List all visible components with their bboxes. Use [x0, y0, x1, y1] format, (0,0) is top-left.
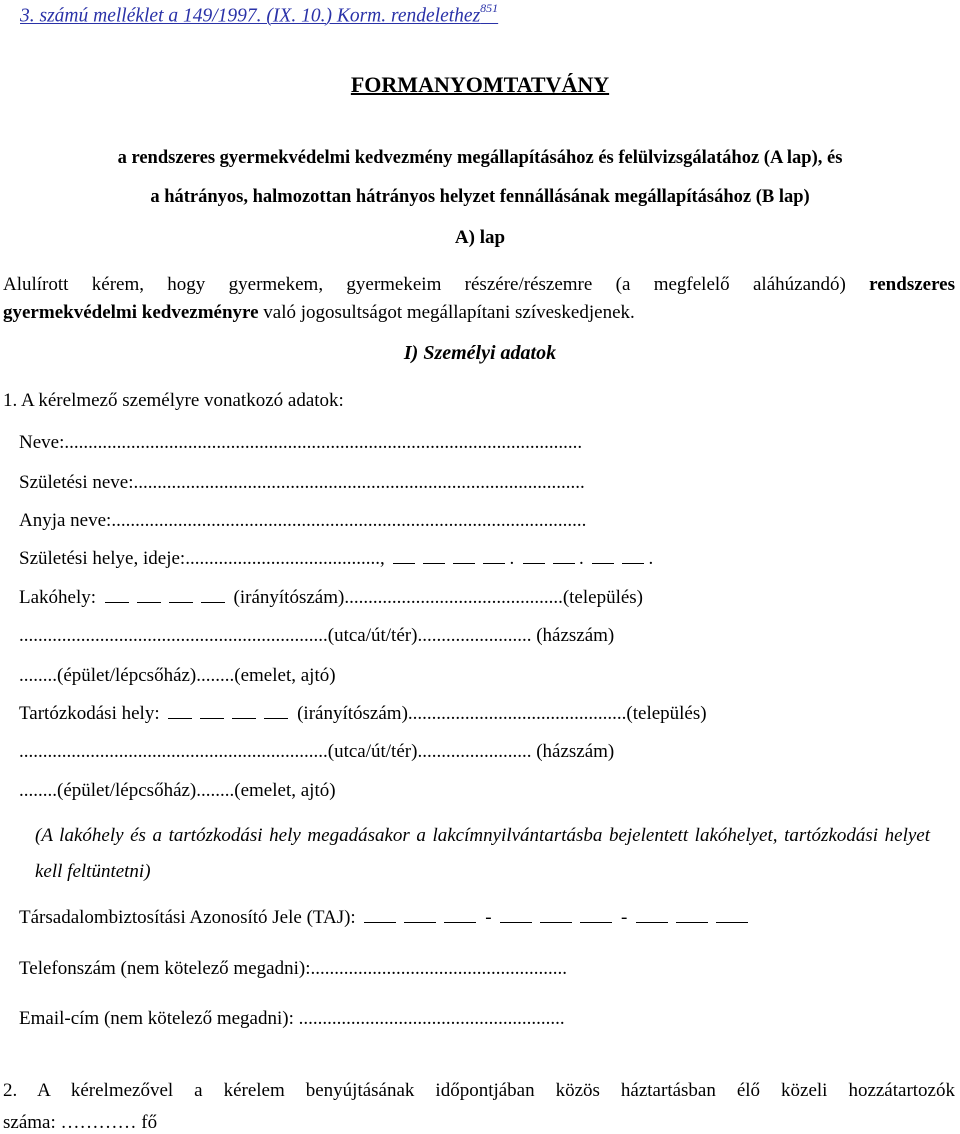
temp-residence-label: Tartózkodási hely:	[19, 703, 160, 724]
birth-month-blanks[interactable]	[519, 548, 579, 569]
birth-place-date-label: Születési helye, ideje:.........................................,	[19, 548, 385, 569]
household-members-line-1: 2. A kérelmezővel a kérelem benyújtásának időpontjában közös háztartásban élő közeli hozzátartozók	[3, 1080, 955, 1101]
temp-residence-building-field[interactable]: ........(épület/lépcsőház)	[19, 780, 197, 801]
sheet-label: A) lap	[454, 227, 506, 248]
taj-blanks-group-3[interactable]	[632, 907, 752, 928]
birth-name-field[interactable]: Születési neve:...............................................................................................	[19, 472, 585, 493]
temp-residence-settlement-field[interactable]: ..............................................(település)	[407, 703, 707, 724]
mother-name-field[interactable]: Anyja neve:....................................................................................................	[19, 510, 587, 531]
intro-line-2	[3, 302, 955, 324]
temp-residence-row-1	[19, 703, 707, 725]
taj-label: Társadalombiztosítási Azonosító Jele (TAJ):	[19, 907, 356, 928]
reference-text: 3. számú melléklet a 149/1997. (IX. 10.) Korm. rendelethez	[20, 5, 481, 27]
address-note: (A lakóhely és a tartózkodási hely megadásakor a lakcímnyilvántartásba bejelentett lakóhelyet, tartózkodási helyet kell feltüntetni)	[35, 825, 930, 882]
residence-row-3	[19, 665, 336, 687]
intro-bold-1: rendszeres	[869, 274, 955, 295]
form-subtitle-line-1: a rendszeres gyermekvédelmi kedvezmény megállapításához és felülvizsgálatához (A lap), és	[117, 148, 843, 168]
residence-floor-door-field[interactable]: ........(emelet, ajtó)	[196, 665, 336, 686]
section-heading-personal-data: I) Személyi adatok	[403, 342, 557, 364]
phone-field[interactable]: Telefonszám (nem kötelező megadni):......................................................	[19, 958, 567, 979]
residence-row-1	[19, 587, 643, 609]
taj-blanks-group-2[interactable]	[496, 907, 616, 928]
taj-blanks-group-1[interactable]	[360, 907, 480, 928]
residence-postal-code-blanks[interactable]	[101, 587, 229, 608]
temp-residence-street-field[interactable]: .................................................................(utca/út/tér)	[19, 741, 418, 762]
intro-text: Alulírott kérem, hogy gyermekem, gyermekeim részére/részemre (a megfelelő aláhúzandó)	[3, 274, 846, 295]
birth-place-date-field[interactable]: Születési helye, ideje:........................................., . . .	[19, 548, 654, 569]
intro-text-2: való jogosultságot megállapítani szíveskedjenek.	[263, 302, 635, 323]
temp-residence-postal-code-label: (irányítószám)	[297, 703, 408, 724]
temp-residence-house-number-field[interactable]: ........................ (házszám)	[417, 741, 615, 762]
residence-building-field[interactable]: ........(épület/lépcsőház)	[19, 665, 197, 686]
form-title: FORMANYOMTATVÁNY	[350, 72, 610, 97]
intro-line-1	[3, 274, 955, 296]
residence-settlement-field[interactable]: ..............................................(település)	[344, 587, 644, 608]
temp-residence-floor-door-field[interactable]: ........(emelet, ajtó)	[196, 780, 336, 801]
temp-residence-postal-code-blanks[interactable]	[164, 703, 292, 724]
temp-residence-row-2	[19, 741, 614, 763]
birth-day-blanks[interactable]	[588, 548, 648, 569]
footnote-marker[interactable]: 851	[480, 1, 499, 15]
residence-house-number-field[interactable]: ........................ (házszám)	[417, 625, 615, 646]
email-field[interactable]: Email-cím (nem kötelező megadni): ........................................................	[19, 1008, 565, 1029]
household-members-count-field[interactable]: száma: ………… fő	[3, 1112, 158, 1133]
taj-row: Társadalombiztosítási Azonosító Jele (TAJ): - -	[19, 907, 752, 929]
birth-year-blanks[interactable]	[389, 548, 509, 569]
temp-residence-row-3	[19, 780, 336, 802]
applicant-data-title: 1. A kérelmező személyre vonatkozó adatok:	[3, 390, 344, 411]
form-subtitle-line-2: a hátrányos, halmozottan hátrányos helyzet fennállásának megállapításához (B lap)	[150, 187, 810, 207]
residence-postal-code-label: (irányítószám)	[233, 587, 345, 608]
intro-bold-2: gyermekvédelmi kedvezményre	[3, 302, 259, 323]
name-field[interactable]: Neve:.............................................................................................................	[19, 432, 583, 453]
residence-street-field[interactable]: .................................................................(utca/út/tér)	[19, 625, 418, 646]
residence-label: Lakóhely:	[19, 587, 97, 608]
legal-reference-link[interactable]	[20, 3, 498, 28]
residence-row-2	[19, 625, 614, 647]
